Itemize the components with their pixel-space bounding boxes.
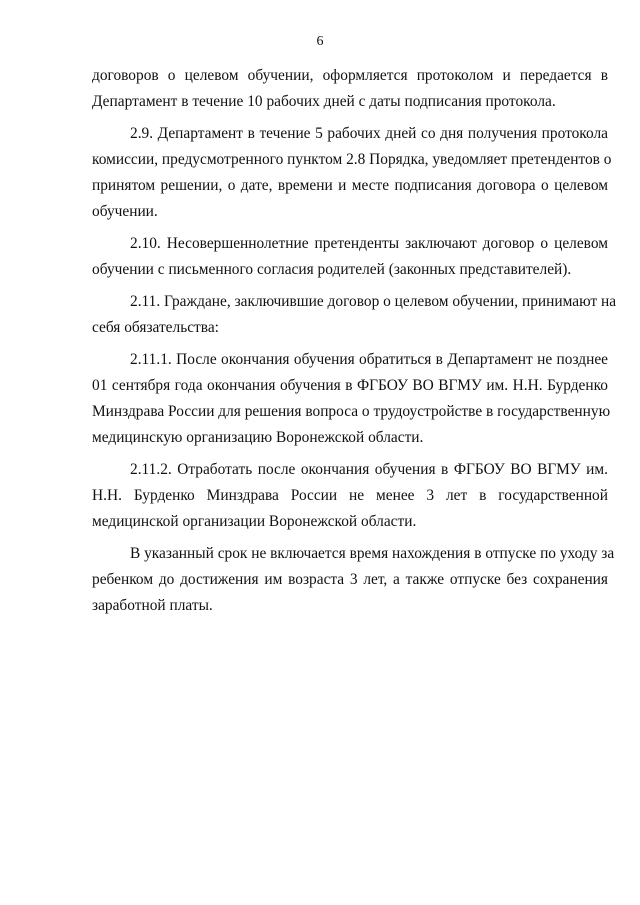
text-line: комиссии, предусмотренного пунктом 2.8 Порядка, уведомляет претендентов о bbox=[92, 151, 612, 168]
text-line: В указанный срок не включается время нахождения в отпуске по уходу за bbox=[130, 545, 615, 562]
text-line: Минздрава России для решения вопроса о трудоустройстве в государственную bbox=[92, 403, 611, 420]
text-line: принятом решении, о дате, времени и месте подписания договора о целевом bbox=[92, 177, 608, 194]
text-line: Н.Н. Бурденко Минздрава России не менее 3 лет в государственной bbox=[92, 487, 608, 504]
text-line: медицинской организации Воронежской области. bbox=[92, 513, 417, 530]
text-line: 2.11.1. После окончания обучения обратиться в Департамент не позднее bbox=[130, 351, 608, 368]
text-line: Департамент в течение 10 рабочих дней с даты подписания протокола. bbox=[92, 93, 556, 110]
text-line: обучении с письменного согласия родителей (законных представителей). bbox=[92, 261, 572, 278]
text-line: 2.9. Департамент в течение 5 рабочих дней со дня получения протокола bbox=[130, 125, 608, 142]
text-line: 2.11.2. Отработать после окончания обучения в ФГБОУ ВО ВГМУ им. bbox=[130, 461, 608, 478]
text-line: ребенком до достижения им возраста 3 лет, а также отпуске без сохранения bbox=[92, 571, 608, 588]
text-line: заработной платы. bbox=[92, 597, 213, 614]
text-line: себя обязательства: bbox=[92, 319, 219, 336]
text-line: 01 сентября года окончания обучения в ФГБОУ ВО ВГМУ им. Н.Н. Бурденко bbox=[92, 377, 608, 394]
text-line: обучении. bbox=[92, 203, 158, 220]
text-line: 2.10. Несовершеннолетние претенденты заключают договор о целевом bbox=[130, 235, 608, 252]
text-line: договоров о целевом обучении, оформляется протоколом и передается в bbox=[92, 67, 608, 84]
page-number: 6 bbox=[316, 34, 324, 49]
text-line: 2.11. Граждане, заключившие договор о целевом обучении, принимают на bbox=[130, 293, 617, 310]
text-line: медицинскую организацию Воронежской области. bbox=[92, 429, 424, 446]
